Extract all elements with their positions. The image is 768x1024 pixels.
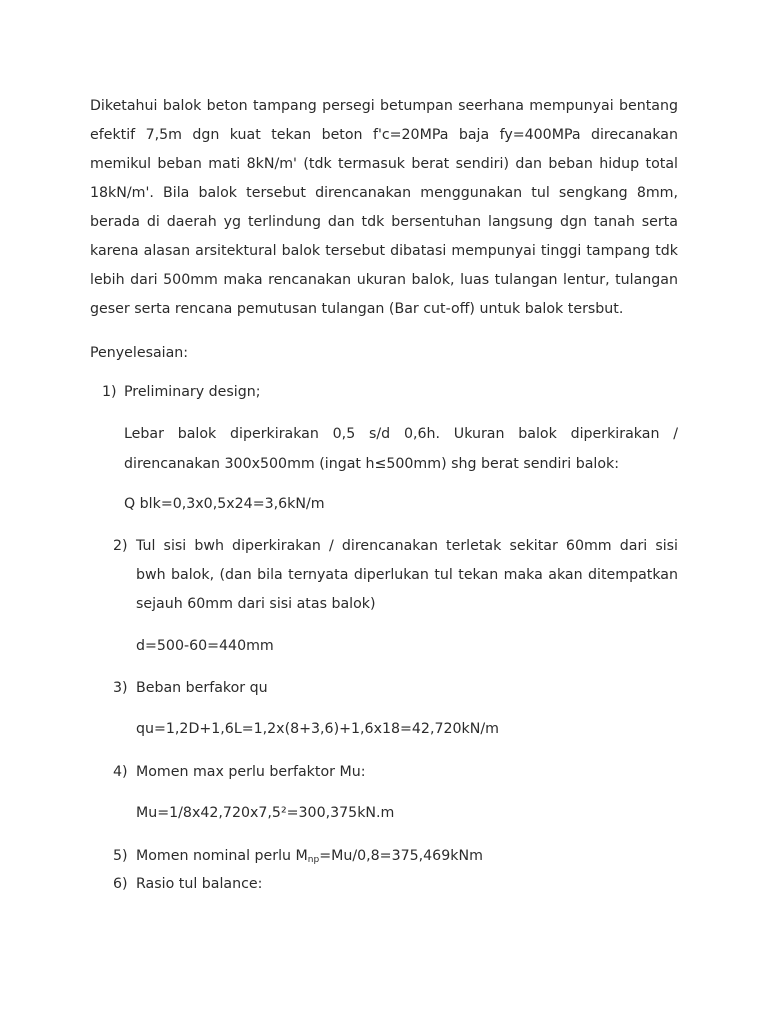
problem-line: geser serta rencana pemutusan tulangan (Bar cut-off) untuk balok tersbut. — [90, 301, 624, 317]
problem-line: karena alasan arsitektural balok tersebut dibatasi mempunyai tinggi tampang tdk — [90, 243, 678, 259]
step-title: Preliminary design; — [124, 384, 261, 400]
step-body-line: Lebar balok diperkirakan 0,5 s/d 0,6h. Ukuran balok diperkirakan / — [124, 426, 678, 442]
step-formula: d=500-60=440mm — [136, 638, 274, 654]
step-number: 2) — [113, 538, 128, 554]
step-body-line: direncanakan 300x500mm (ingat h≤500mm) shg berat sendiri balok: — [124, 456, 620, 472]
step-title-line: bwh balok, (dan bila ternyata diperlukan tul tekan maka akan ditempatkan — [136, 567, 678, 583]
problem-line: lebih dari 500mm maka rencanakan ukuran balok, luas tulangan lentur, tulangan — [90, 272, 678, 288]
step-number: 5) — [113, 848, 128, 864]
step-title: Momen max perlu berfaktor Mu: — [136, 764, 366, 780]
problem-line: berada di daerah yg terlindung dan tdk bersentuhan langsung dgn tanah serta — [90, 214, 678, 230]
step-number: 3) — [113, 680, 128, 696]
step-title — [136, 846, 483, 870]
step-title-line: Tul sisi bwh diperkirakan / direncanakan terletak sekitar 60mm dari sisi — [136, 538, 678, 554]
solution-heading: Penyelesaian: — [90, 345, 189, 361]
step-title-line: sejauh 60mm dari sisi atas balok) — [136, 596, 376, 612]
problem-statement — [90, 92, 678, 324]
step-number: 4) — [113, 764, 128, 780]
problem-line: Diketahui balok beton tampang persegi betumpan seerhana mempunyai bentang — [90, 98, 678, 114]
step-title-subscript: np — [307, 855, 320, 865]
step-formula: qu=1,2D+1,6L=1,2x(8+3,6)+1,6x18=42,720kN/m — [136, 721, 499, 737]
problem-line: 18kN/m'. Bila balok tersebut direncanakan menggunakan tul sengkang 8mm, — [90, 185, 678, 201]
step-number: 1) — [102, 384, 117, 400]
problem-line: efektif 7,5m dgn kuat tekan beton f'c=20MPa baja fy=400MPa direcanakan — [90, 127, 678, 143]
step-title-suffix: =Mu/0,8=375,469kNm — [319, 848, 483, 864]
step-title-prefix: Momen nominal perlu M — [136, 848, 308, 864]
step-formula: Q blk=0,3x0,5x24=3,6kN/m — [124, 496, 325, 512]
step-number: 6) — [113, 876, 128, 892]
problem-line: memikul beban mati 8kN/m' (tdk termasuk berat sendiri) dan beban hidup total — [90, 156, 678, 172]
step-title: Beban berfakor qu — [136, 680, 268, 696]
step-formula: Mu=1/8x42,720x7,5²=300,375kN.m — [136, 805, 395, 821]
step-title: Rasio tul balance: — [136, 876, 263, 892]
